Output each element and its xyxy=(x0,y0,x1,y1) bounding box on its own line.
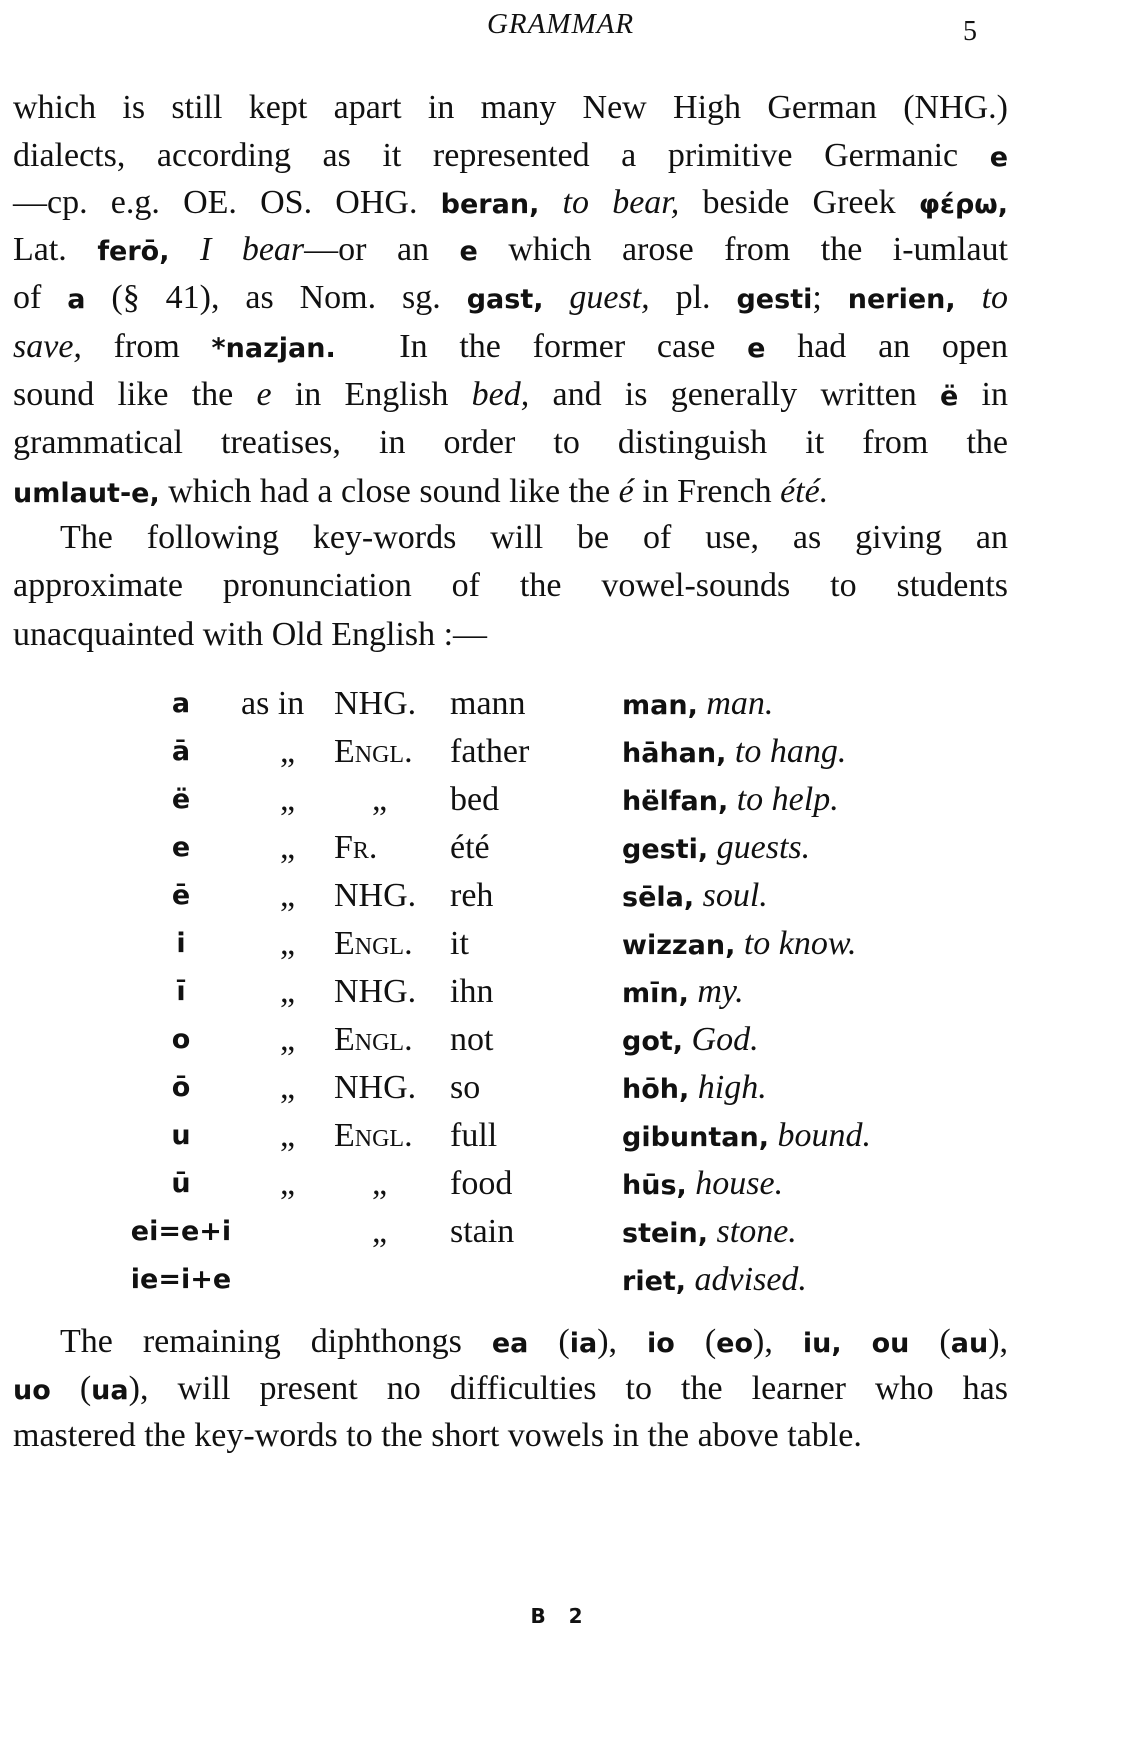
text: approximate pronunciation of the vowel-sounds to students xyxy=(13,567,1008,604)
italic-text: save, xyxy=(13,328,82,365)
italic-text: bed, xyxy=(471,376,530,413)
example-word: so xyxy=(450,1069,481,1106)
gothic-word: gibuntan, xyxy=(622,1122,769,1153)
key-word xyxy=(622,972,744,1014)
vowel: ī xyxy=(176,976,186,1007)
gothic-word: gast, xyxy=(466,284,544,315)
vowel: ei=e+i xyxy=(130,1216,232,1247)
text: in French xyxy=(633,473,781,510)
vowel: ū xyxy=(171,1168,191,1199)
italic-text: e xyxy=(256,376,272,413)
gothic-word: au xyxy=(950,1328,989,1359)
table-row xyxy=(0,1068,1121,1112)
language: NHG. xyxy=(334,1069,417,1106)
text: In the former case xyxy=(335,328,748,365)
text: ( xyxy=(674,1323,717,1360)
table-row xyxy=(0,1164,1121,1208)
ditto: „ xyxy=(372,1165,388,1202)
text: which is still kept apart in many New High German (NHG.) xyxy=(13,89,1008,126)
text: from xyxy=(81,328,212,365)
key-word xyxy=(622,1116,871,1158)
gothic-word: *nazjan. xyxy=(211,333,336,364)
gothic-word: umlaut-e, xyxy=(13,478,160,509)
text: The following key-words will be of use, as giving an xyxy=(60,519,1008,556)
language: Engl. xyxy=(334,925,413,962)
text: ; xyxy=(812,279,848,316)
vowel: ā xyxy=(171,736,191,767)
gothic-word: stein, xyxy=(622,1218,709,1249)
language: NHG. xyxy=(334,685,417,722)
gothic-word: ea xyxy=(491,1328,529,1359)
gothic-word: φέρω, xyxy=(918,189,1009,220)
key-word xyxy=(622,1068,767,1110)
ditto: „ xyxy=(280,1069,296,1106)
text-line xyxy=(13,88,1008,128)
gothic-word: hëlfan, xyxy=(622,786,729,817)
ditto: „ xyxy=(280,973,296,1010)
text: in English xyxy=(271,376,472,413)
text: unacquainted with Old English :— xyxy=(13,616,488,653)
key-word xyxy=(622,924,857,966)
text-line xyxy=(13,136,1008,178)
vowel: ō xyxy=(171,1072,191,1103)
table-row xyxy=(0,1020,1121,1064)
gloss: to help. xyxy=(736,781,839,818)
text: grammatical treatises, in order to distinguish it from the xyxy=(13,424,1008,461)
gloss: to hang. xyxy=(734,733,847,770)
ditto: „ xyxy=(280,829,296,866)
text-line xyxy=(60,1322,1008,1364)
text xyxy=(543,279,569,316)
signature-mark: B 2 xyxy=(530,1604,591,1628)
gothic-word: hūs, xyxy=(622,1170,687,1201)
gothic-word: got, xyxy=(622,1026,684,1057)
table-row xyxy=(0,972,1121,1016)
text-line xyxy=(13,1416,1008,1456)
vowel: e xyxy=(171,832,191,863)
ditto: „ xyxy=(280,877,296,914)
text-line xyxy=(13,278,1008,320)
gothic-word: hōh, xyxy=(622,1074,690,1105)
text: —or an xyxy=(304,231,460,268)
gloss: stone. xyxy=(716,1213,797,1250)
language: Engl. xyxy=(334,733,413,770)
table-row xyxy=(0,684,1121,728)
text-line xyxy=(13,375,1008,417)
table-row xyxy=(0,1260,1121,1304)
language: NHG. xyxy=(334,973,417,1010)
gothic-word: beran, xyxy=(440,189,540,220)
text: which had a close sound like the xyxy=(159,473,619,510)
text: ), xyxy=(597,1323,648,1360)
table-row xyxy=(0,828,1121,872)
table-row xyxy=(0,876,1121,920)
example-word: mann xyxy=(450,685,526,722)
text: and is generally written xyxy=(529,376,940,413)
key-word xyxy=(622,684,773,726)
italic-text: é xyxy=(618,473,634,510)
running-header: GRAMMAR xyxy=(486,8,635,40)
table-row xyxy=(0,924,1121,968)
ditto: „ xyxy=(372,781,388,818)
vowel: o xyxy=(171,1024,191,1055)
gothic-word: ferō, xyxy=(97,236,170,267)
example-word: stain xyxy=(450,1213,515,1250)
ditto: „ xyxy=(280,1117,296,1154)
gloss: bound. xyxy=(777,1117,871,1154)
key-word xyxy=(622,1020,759,1062)
text-line xyxy=(60,518,1008,558)
italic-text: été. xyxy=(780,473,829,510)
gothic-word: e xyxy=(459,236,478,267)
gothic-word: eo xyxy=(716,1328,754,1359)
text: ( xyxy=(528,1323,570,1360)
ditto: „ xyxy=(280,925,296,962)
gothic-word: riet, xyxy=(622,1266,687,1297)
vowel: ë xyxy=(171,784,191,815)
gothic-word: ou xyxy=(871,1328,910,1359)
ditto: „ xyxy=(280,733,296,770)
gothic-word: ia xyxy=(569,1328,598,1359)
vowel: ē xyxy=(171,880,191,911)
gloss: house. xyxy=(695,1165,784,1202)
key-word xyxy=(622,1212,797,1254)
text-line xyxy=(13,472,1008,514)
ditto: „ xyxy=(280,1021,296,1058)
key-word xyxy=(622,876,768,918)
gloss: God. xyxy=(691,1021,759,1058)
text-line xyxy=(13,423,1008,463)
text: dialects, according as it represented a primitive Germanic xyxy=(13,137,990,174)
key-word xyxy=(622,732,846,774)
language: Engl. xyxy=(334,1117,413,1154)
text xyxy=(956,279,982,316)
text: of xyxy=(13,279,68,316)
text: —cp. e.g. OE. OS. OHG. xyxy=(13,184,441,221)
text: which arose from the i-umlaut xyxy=(477,231,1008,268)
example-word: reh xyxy=(450,877,494,914)
example-word: été xyxy=(450,829,490,866)
text: (§ 41), as Nom. sg. xyxy=(85,279,467,316)
example-word: it xyxy=(450,925,469,962)
language: NHG. xyxy=(334,877,417,914)
text: had an open xyxy=(765,328,1008,365)
text xyxy=(842,1323,872,1360)
ditto: as in xyxy=(241,685,305,722)
ditto: „ xyxy=(372,1213,388,1250)
italic-text: I bear xyxy=(200,231,305,268)
gothic-word: man, xyxy=(622,690,698,721)
gloss: to know. xyxy=(743,925,857,962)
text-line xyxy=(13,566,1008,606)
example-word: father xyxy=(450,733,530,770)
text: pl. xyxy=(649,279,737,316)
text: The remaining diphthongs xyxy=(60,1323,492,1360)
text: ), will present no difficulties to the learner who has xyxy=(128,1370,1008,1407)
gothic-word: gesti xyxy=(736,284,813,315)
text: mastered the key-words to the short vowels in the above table. xyxy=(13,1417,862,1454)
gothic-word: a xyxy=(67,284,86,315)
page-number: 5 xyxy=(963,16,977,47)
italic-text: to xyxy=(981,279,1009,316)
ditto: „ xyxy=(280,781,296,818)
gothic-word: wizzan, xyxy=(622,930,736,961)
gothic-word: mīn, xyxy=(622,978,689,1009)
example-word: full xyxy=(450,1117,498,1154)
text: ( xyxy=(50,1370,92,1407)
vowel: ie=i+e xyxy=(130,1264,232,1295)
language: Fr. xyxy=(334,829,378,866)
example-word: bed xyxy=(450,781,500,818)
example-word: ihn xyxy=(450,973,494,1010)
gothic-word: sēla, xyxy=(622,882,695,913)
gloss: guests. xyxy=(716,829,811,866)
text-line xyxy=(13,327,1008,369)
text: beside Greek xyxy=(679,184,919,221)
text: in xyxy=(958,376,1008,413)
key-word xyxy=(622,1164,783,1206)
ditto: „ xyxy=(280,1165,296,1202)
vowel: i xyxy=(176,928,186,959)
text: sound like the xyxy=(13,376,257,413)
gothic-word: nerien, xyxy=(847,284,956,315)
gothic-word: e xyxy=(747,333,766,364)
gothic-word: ë xyxy=(940,381,959,412)
text: ), xyxy=(753,1323,803,1360)
gloss: advised. xyxy=(694,1261,807,1298)
gothic-word: hāhan, xyxy=(622,738,727,769)
gothic-word: io xyxy=(647,1328,675,1359)
gothic-word: uo xyxy=(13,1375,51,1406)
key-word xyxy=(622,1260,807,1302)
gothic-word: iu, xyxy=(802,1328,842,1359)
text-line xyxy=(13,1369,1008,1411)
text xyxy=(170,231,201,268)
text: ( xyxy=(909,1323,951,1360)
vowel: u xyxy=(171,1120,191,1151)
text-line xyxy=(13,615,1008,655)
example-word: not xyxy=(450,1021,494,1058)
key-word xyxy=(622,780,839,822)
gloss: man. xyxy=(706,685,774,722)
italic-text: to bear, xyxy=(562,184,680,221)
table-row xyxy=(0,1116,1121,1160)
text-line xyxy=(13,230,1008,272)
table-row xyxy=(0,780,1121,824)
vowel: a xyxy=(171,688,191,719)
key-word xyxy=(622,828,810,870)
gloss: my. xyxy=(697,973,744,1010)
table-row xyxy=(0,732,1121,776)
language: Engl. xyxy=(334,1021,413,1058)
text: Lat. xyxy=(13,231,98,268)
gothic-word: ua xyxy=(91,1375,129,1406)
text xyxy=(539,184,562,221)
table-row xyxy=(0,1212,1121,1256)
text: ), xyxy=(988,1323,1009,1360)
italic-text: guest, xyxy=(569,279,650,316)
text-line xyxy=(13,183,1008,225)
gloss: high. xyxy=(697,1069,767,1106)
gloss: soul. xyxy=(702,877,768,914)
example-word: food xyxy=(450,1165,513,1202)
gothic-word: e xyxy=(989,142,1008,173)
gothic-word: gesti, xyxy=(622,834,709,865)
